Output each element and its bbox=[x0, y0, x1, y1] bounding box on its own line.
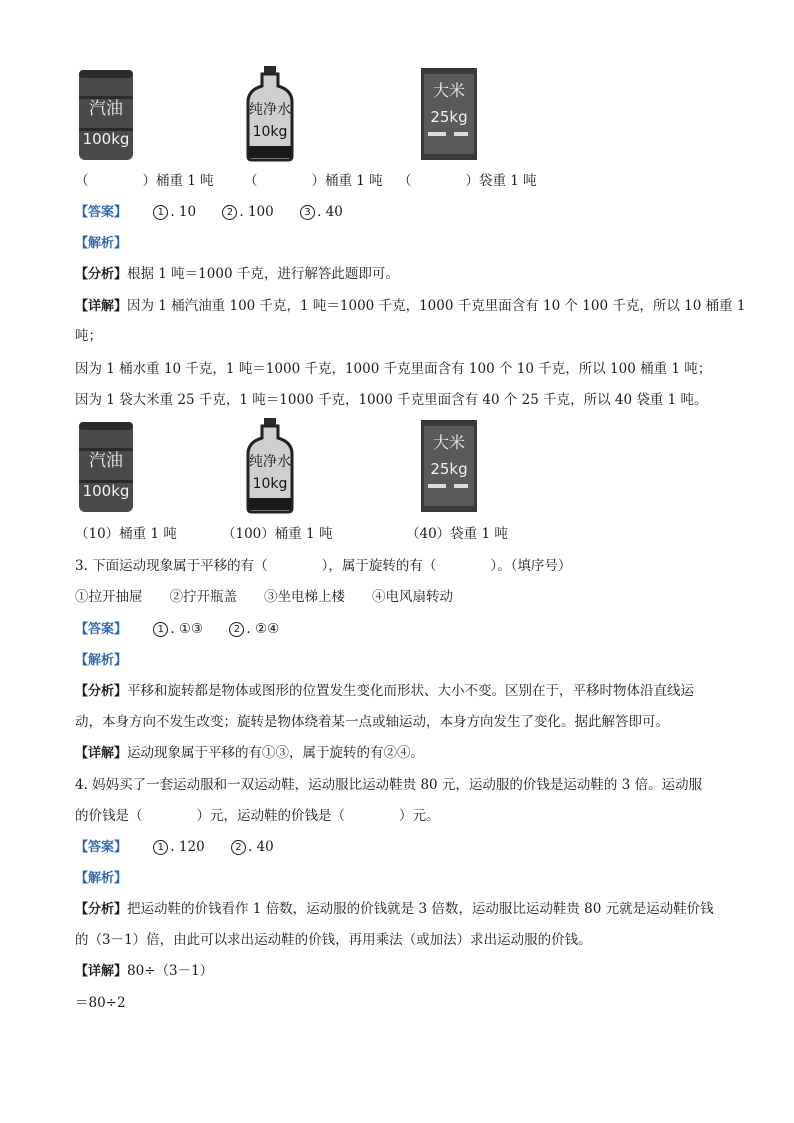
answer-caption-1: （10）桶重 1 吨 bbox=[75, 526, 177, 542]
water-jug-image-2 bbox=[244, 416, 296, 514]
q2-fenxi: 【分析】根据 1 吨＝1000 千克，进行解答此题即可。 bbox=[75, 266, 399, 282]
oil-barrel-image bbox=[78, 66, 134, 162]
q3-fenxi-line2: 动，本身方向不发生改变；旋转是物体绕着某一点或轴运动，本身方向发生了变化。据此解答即可。 bbox=[75, 714, 669, 730]
bag-label-1: 大米 bbox=[432, 81, 466, 100]
q4-question-line2: 的价钱是（ ）元，运动鞋的价钱是（ ）元。 bbox=[75, 808, 440, 824]
answer-label: 【答案】 bbox=[75, 205, 128, 220]
oil-barrel-image-2 bbox=[78, 418, 134, 514]
barrel-label-2: 100kg bbox=[82, 130, 130, 148]
q2-xiangjie-line2: 吨； bbox=[75, 328, 102, 344]
q3-options: ①拉开抽屉 ②拧开瓶盖 ③坐电梯上楼 ④电风扇转动 bbox=[75, 589, 453, 605]
answer-item-3: 3 . 40 bbox=[300, 203, 343, 221]
svg-text:纯净水: 纯净水 bbox=[249, 454, 291, 470]
q4-fenxi-line1: 【分析】把运动鞋的价钱看作 1 倍数，运动服的价钱就是 3 倍数，运动服比运动鞋贵 80 元就是运动鞋价钱 bbox=[75, 901, 714, 917]
barrel-label-1: 汽油 bbox=[89, 99, 123, 119]
svg-text:25kg: 25kg bbox=[430, 460, 468, 478]
q3-question: 3. 下面运动现象属于平移的有（ ），属于旋转的有（ ）。（填序号） bbox=[75, 558, 572, 574]
q2-analysis-label: 【解析】 bbox=[75, 236, 128, 251]
q4-analysis-label: 【解析】 bbox=[75, 871, 128, 886]
jug-label-1: 纯净水 bbox=[249, 102, 291, 118]
answer-item-1: 1 . 120 bbox=[153, 838, 204, 856]
q2-answer bbox=[75, 203, 343, 222]
answer-caption-3: （40）袋重 1 吨 bbox=[406, 526, 508, 542]
q3-analysis-label: 【解析】 bbox=[75, 653, 128, 668]
q3-answer: 【答案】 1 . ①③ 2 . ②④ bbox=[75, 621, 280, 637]
blank-caption-2: （ ）桶重 1 吨 bbox=[244, 173, 383, 189]
svg-text:10kg: 10kg bbox=[252, 476, 288, 492]
svg-text:100kg: 100kg bbox=[82, 482, 130, 500]
water-jug-image bbox=[244, 64, 296, 162]
answer-caption-2: （100）桶重 1 吨 bbox=[222, 526, 333, 542]
q4-fenxi-line2: 的（3－1）倍，由此可以求出运动鞋的价钱，再用乘法（或加法）求出运动服的价钱。 bbox=[75, 932, 592, 948]
svg-text:大米: 大米 bbox=[432, 433, 466, 452]
q2-xiangjie-line1: 【详解】因为 1 桶汽油重 100 千克，1 吨＝1000 千克，1000 千克里面含有 10 个 100 千克，所以 10 桶重 1 bbox=[75, 298, 746, 314]
answer-item-2: 2 . ②④ bbox=[229, 620, 279, 638]
answer-item-2: 2 . 40 bbox=[231, 838, 274, 856]
jug-label-2: 10kg bbox=[252, 124, 288, 140]
q2-line4: 因为 1 袋大米重 25 千克，1 吨＝1000 千克，1000 千克里面含有 40 个 25 千克，所以 40 袋重 1 吨。 bbox=[75, 392, 708, 408]
q4-xiangjie: 【详解】80÷（3－1） bbox=[75, 963, 214, 979]
svg-text:汽油: 汽油 bbox=[89, 451, 123, 471]
rice-bag-image-2 bbox=[420, 418, 478, 514]
bag-label-2: 25kg bbox=[430, 108, 468, 126]
q2-line3: 因为 1 桶水重 10 千克，1 吨＝1000 千克，1000 千克里面含有 100 个 10 千克，所以 100 桶重 1 吨； bbox=[75, 361, 712, 377]
blank-caption-3: （ ）袋重 1 吨 bbox=[398, 173, 537, 189]
rice-bag-image bbox=[420, 66, 478, 162]
blank-caption-1: （ ）桶重 1 吨 bbox=[75, 173, 214, 189]
q4-answer: 【答案】 1 . 120 2 . 40 bbox=[75, 839, 274, 855]
q3-xiangjie: 【详解】运动现象属于平移的有①③，属于旋转的有②④。 bbox=[75, 745, 425, 761]
answer-item-2: 2 . 100 bbox=[222, 203, 273, 221]
q4-question-line1: 4. 妈妈买了一套运动服和一双运动鞋，运动服比运动鞋贵 80 元，运动服的价钱是运动鞋的 3 倍。运动服 bbox=[75, 777, 703, 793]
q4-step2: ＝80÷2 bbox=[75, 995, 126, 1011]
q3-fenxi-line1: 【分析】平移和旋转都是物体或图形的位置发生变化而形状、大小不变。区别在于，平移时物体沿直线运 bbox=[75, 683, 695, 699]
answer-item-1: 1 . 10 bbox=[153, 203, 196, 221]
answer-item-1: 1 . ①③ bbox=[153, 620, 203, 638]
